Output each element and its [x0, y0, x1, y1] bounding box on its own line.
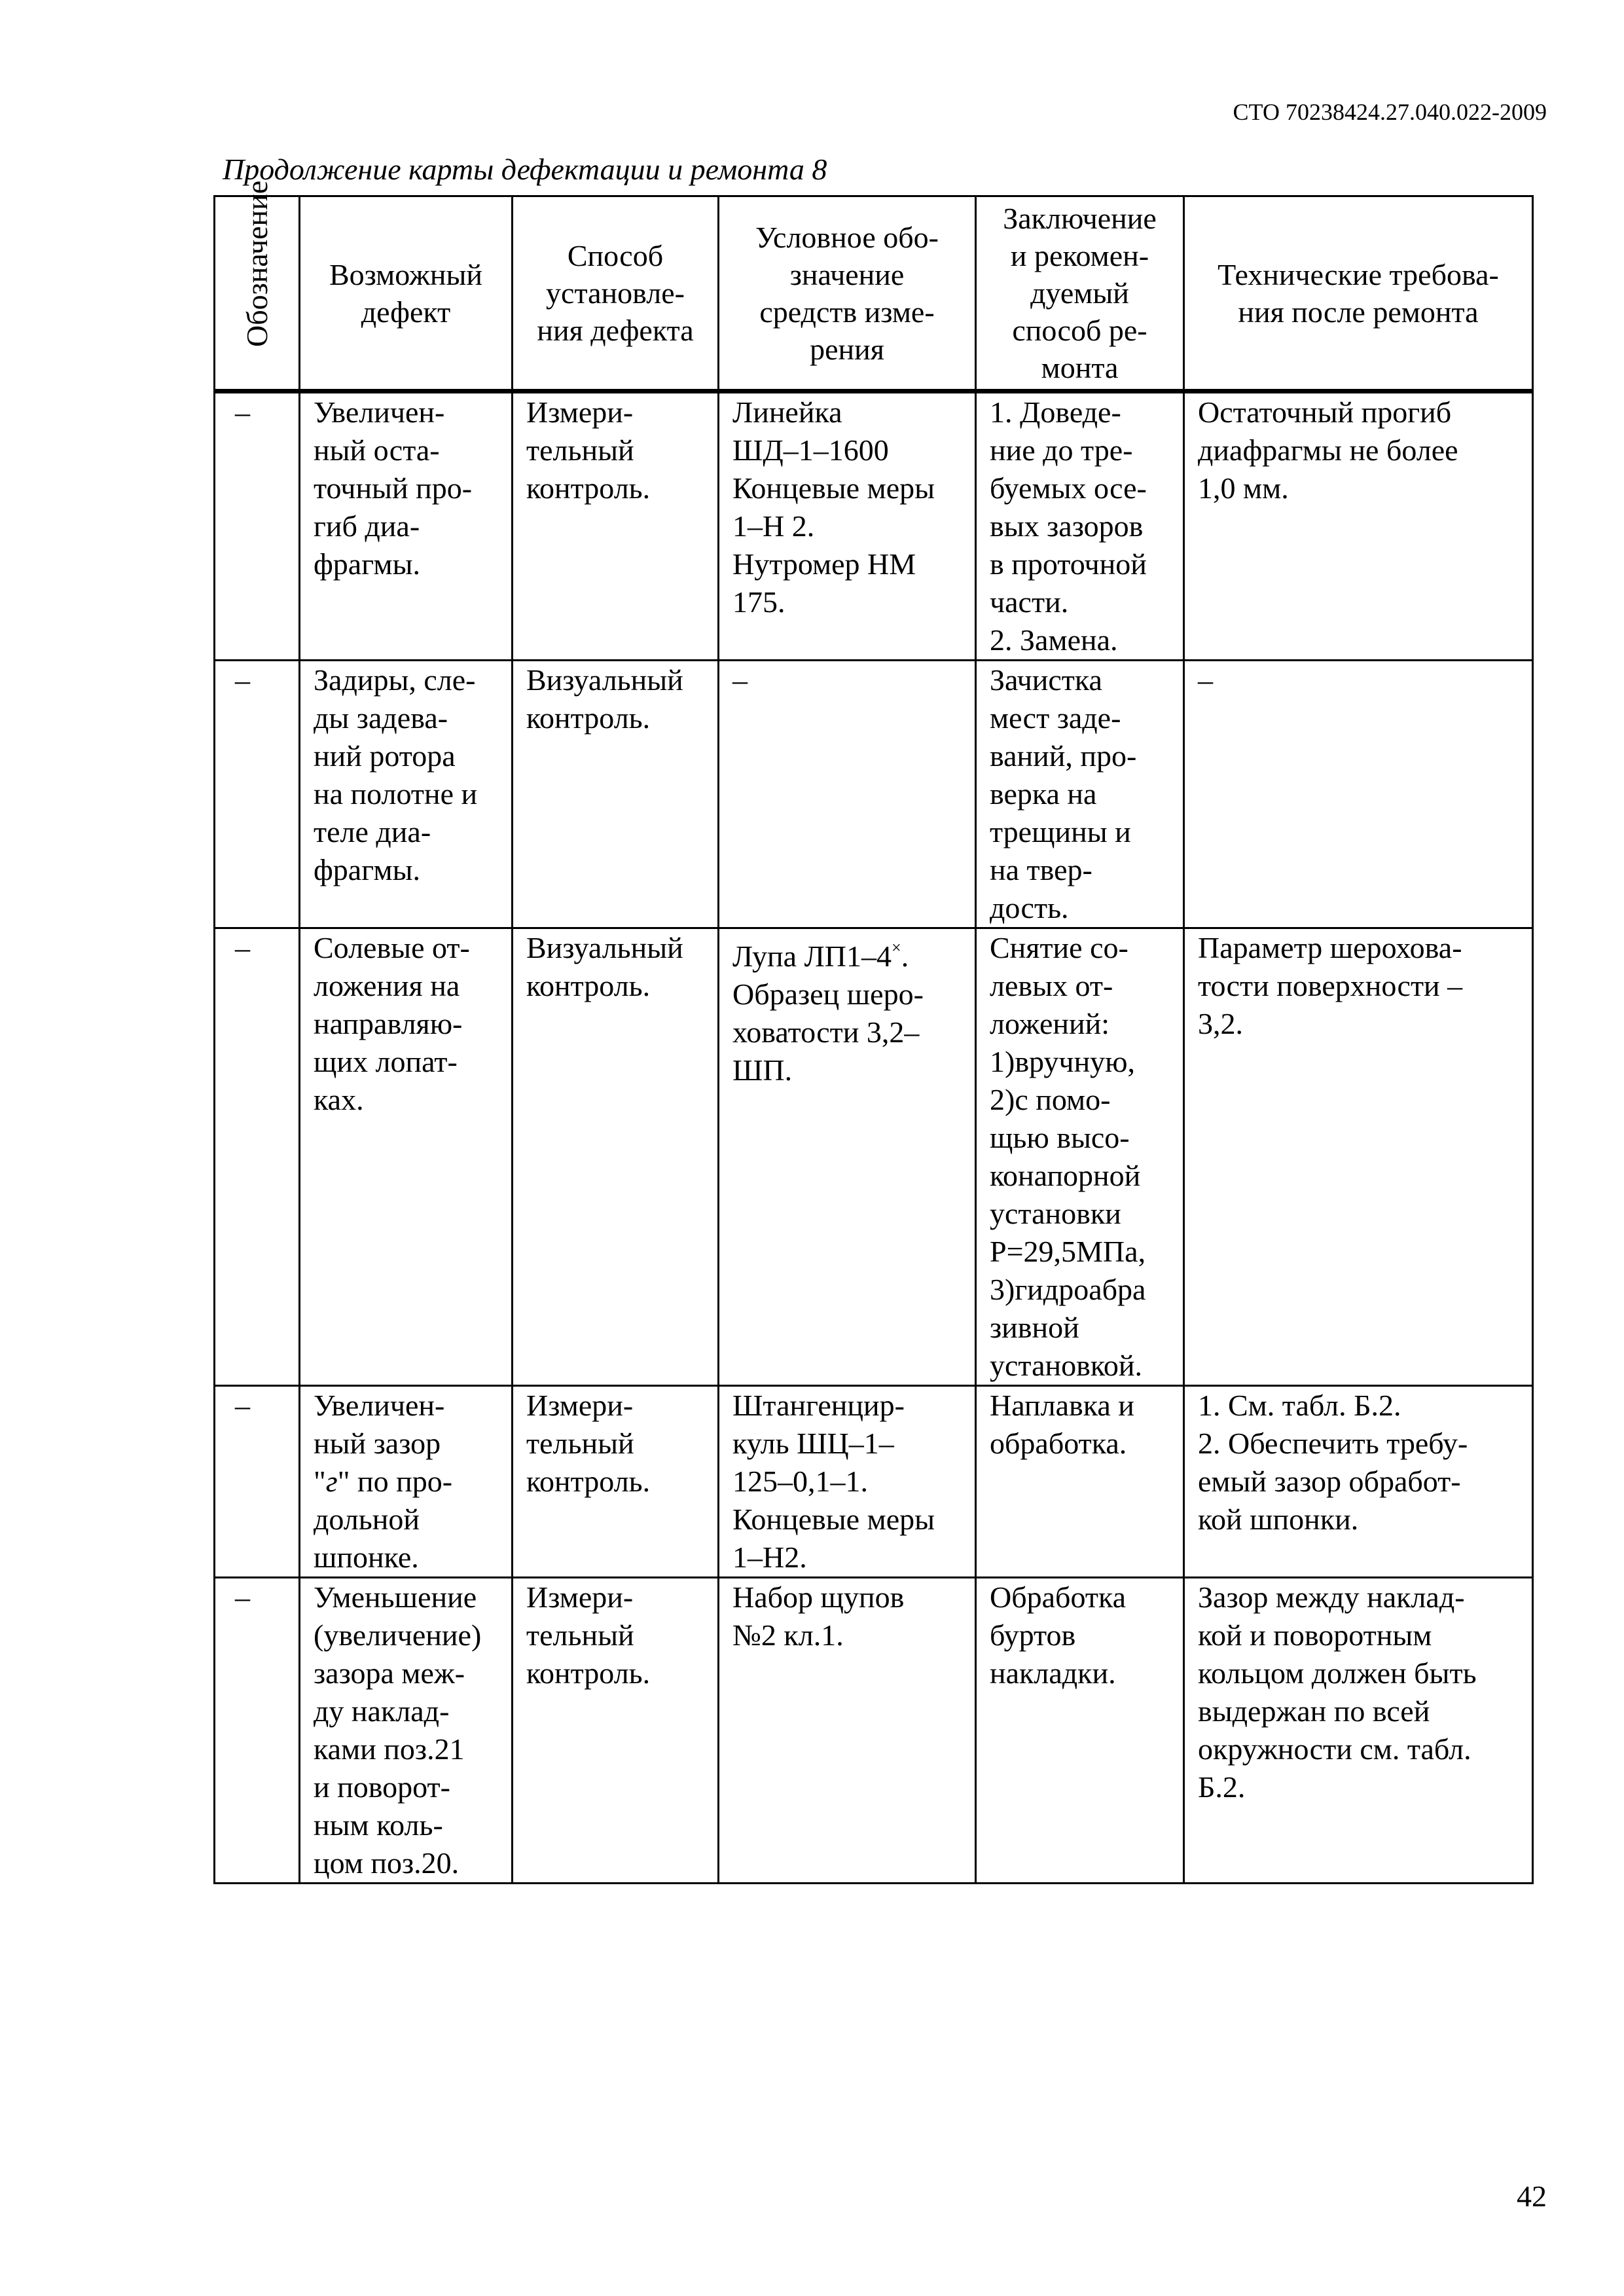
defect-cell: Увеличен- ный оста- точный про- гиб диа- фрагмы.	[300, 392, 513, 661]
method-cell: Измери- тельный контроль.	[513, 1386, 719, 1578]
instruments-cell: Линейка ШД–1–1600 Концевые меры 1–Н 2. Нутромер НМ 175.	[719, 392, 976, 661]
designation-cell: –	[215, 392, 300, 661]
continuation-title: Продолжение карты дефектации и ремонта 8	[223, 153, 827, 186]
column-header-defect: Возможный дефект	[300, 196, 513, 392]
conclusion-cell: Снятие со- левых от- ложений: 1)вручную, 2)с помо- щью высо- конапорной установки Р=29,5МПа, 3)гидроабра зивной установкой.	[976, 928, 1184, 1386]
instruments-cell: Набор щупов №2 кл.1.	[719, 1578, 976, 1884]
page-number: 42	[1517, 2179, 1547, 2213]
instruments-cell: –	[719, 661, 976, 928]
defect-cell: Задиры, сле- ды задева- ний ротора на полотне и теле диа- фрагмы.	[300, 661, 513, 928]
requirements-cell: Параметр шерохова- тости поверхности – 3,2.	[1184, 928, 1533, 1386]
requirements-cell: 1. См. табл. Б.2. 2. Обеспечить требу- емый зазор обработ- кой шпонки.	[1184, 1386, 1533, 1578]
table-row	[215, 1578, 1533, 1884]
defect-repair-table	[213, 180, 1534, 1884]
table-header-row	[215, 196, 1533, 392]
method-cell: Визуальный контроль.	[513, 661, 719, 928]
column-header-method: Способ установле- ния дефекта	[513, 196, 719, 392]
defect-cell: Уменьшение (увеличение) зазора меж- ду наклад- ками поз.21 и поворот- ным коль- цом поз.20.	[300, 1578, 513, 1884]
designation-cell: –	[215, 1386, 300, 1578]
column-header-designation	[215, 180, 300, 392]
conclusion-cell: Обработка буртов накладки.	[976, 1578, 1184, 1884]
table-row	[215, 1386, 1533, 1578]
document-code: СТО 70238424.27.040.022-2009	[1233, 99, 1547, 125]
column-header-requirements: Технические требова- ния после ремонта	[1184, 196, 1533, 392]
conclusion-cell: Наплавка и обработка.	[976, 1386, 1184, 1578]
column-header-conclusion: Заключение и рекомен- дуемый способ ре- монта	[976, 196, 1184, 392]
superscript-mark: ×	[892, 938, 901, 957]
designation-cell: –	[215, 928, 300, 1386]
conclusion-cell: Зачистка мест заде- ваний, про- верка на трещины и на твер- дость.	[976, 661, 1184, 928]
requirements-cell: –	[1184, 661, 1533, 928]
designation-cell: –	[215, 1578, 300, 1884]
instruments-cell: Лупа ЛП1–4×. Образец шеро- ховатости 3,2– ШП.	[719, 928, 976, 1386]
requirements-cell: Зазор между наклад- кой и поворотным кольцом должен быть выдержан по всей окружности см. табл. Б.2.	[1184, 1578, 1533, 1884]
table-row	[215, 661, 1533, 928]
conclusion-cell: 1. Доведе- ние до тре- буемых осе- вых зазоров в проточной части. 2. Замена.	[976, 392, 1184, 661]
instruments-cell: Штангенцир- куль ШЦ–1– 125–0,1–1. Концевые меры 1–Н2.	[719, 1386, 976, 1578]
method-cell: Измери- тельный контроль.	[513, 392, 719, 661]
gap-symbol: г	[325, 1465, 338, 1498]
defect-cell: Увеличен- ный зазор "г" по про- дольной шпонке.	[300, 1386, 513, 1578]
table-row	[215, 928, 1533, 1386]
defect-cell: Солевые от- ложения на направляю- щих лопат- ках.	[300, 928, 513, 1386]
requirements-cell: Остаточный прогиб диафрагмы не более 1,0 мм.	[1184, 392, 1533, 661]
method-cell: Измери- тельный контроль.	[513, 1578, 719, 1884]
table-row	[215, 392, 1533, 661]
column-header-designation-label: Обозначение	[240, 180, 274, 347]
method-cell: Визуальный контроль.	[513, 928, 719, 1386]
column-header-instruments: Условное обо- значение средств изме- рения	[719, 196, 976, 392]
designation-cell: –	[215, 661, 300, 928]
